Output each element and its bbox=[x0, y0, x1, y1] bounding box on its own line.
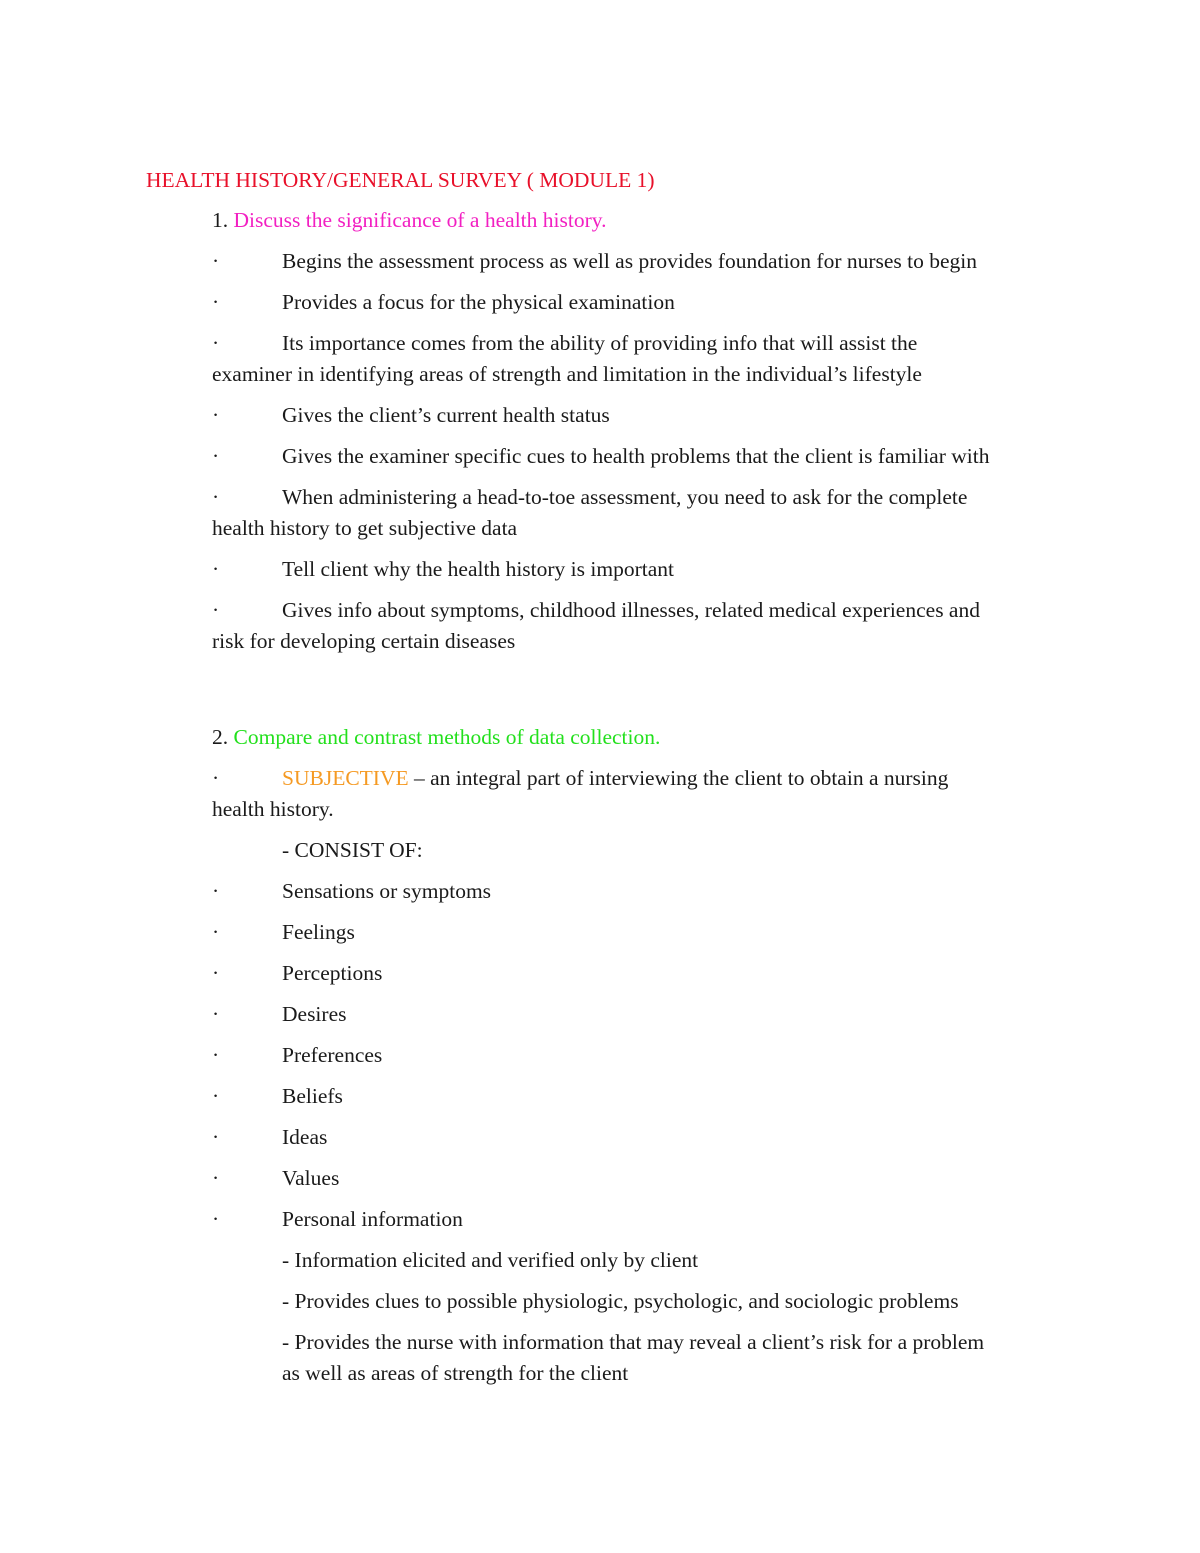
q1-bullet-4: Gives the client’s current health status bbox=[282, 403, 610, 427]
subjective-note: - Provides clues to possible physiologic, psychologic, and sociologic problems bbox=[282, 1289, 959, 1313]
subjective-description: – an integral part of interviewing the client to obtain a nursing bbox=[408, 766, 949, 790]
bullet-dot: · bbox=[212, 557, 220, 581]
bullet-dot: · bbox=[212, 766, 220, 790]
q1-bullet-6: When administering a head-to-toe assessment, you need to ask for the complete bbox=[282, 485, 968, 509]
subjective-item: Values bbox=[282, 1166, 340, 1190]
question-2 bbox=[212, 723, 660, 751]
bullet-dot: · bbox=[212, 444, 220, 468]
bullet-dot: · bbox=[212, 1207, 220, 1231]
subjective-item: Perceptions bbox=[282, 961, 383, 985]
subjective-definition-continuation: health history. bbox=[212, 797, 334, 821]
q1-bullet-5: Gives the examiner specific cues to health problems that the client is familiar with bbox=[282, 444, 990, 468]
subjective-item: Desires bbox=[282, 1002, 347, 1026]
subjective-note: - Information elicited and verified only by client bbox=[282, 1248, 699, 1272]
question-2-number: 2. bbox=[212, 725, 229, 749]
question-1 bbox=[212, 206, 606, 234]
q1-bullet-3-continuation: examiner in identifying areas of strength and limitation in the individual’s lifestyle bbox=[212, 362, 922, 386]
subjective-label: SUBJECTIVE bbox=[282, 766, 409, 790]
subjective-item: Ideas bbox=[282, 1125, 328, 1149]
bullet-dot: · bbox=[212, 1043, 220, 1067]
bullet-dot: · bbox=[212, 290, 220, 314]
bullet-dot: · bbox=[212, 249, 220, 273]
question-1-number: 1. bbox=[212, 208, 229, 232]
bullet-dot: · bbox=[212, 920, 220, 944]
document-title: HEALTH HISTORY/GENERAL SURVEY ( MODULE 1) bbox=[146, 168, 655, 192]
subjective-item: Sensations or symptoms bbox=[282, 879, 492, 903]
question-2-text: Compare and contrast methods of data collection. bbox=[233, 725, 661, 749]
subjective-item: Preferences bbox=[282, 1043, 383, 1067]
q1-bullet-2: Provides a focus for the physical examination bbox=[282, 290, 675, 314]
bullet-dot: · bbox=[212, 403, 220, 427]
q1-bullet-7: Tell client why the health history is important bbox=[282, 557, 674, 581]
subjective-item: Personal information bbox=[282, 1207, 463, 1231]
bullet-dot: · bbox=[212, 1002, 220, 1026]
consist-of-heading: - CONSIST OF: bbox=[282, 838, 423, 862]
q1-bullet-8: Gives info about symptoms, childhood illnesses, related medical experiences and bbox=[282, 598, 980, 622]
bullet-dot: · bbox=[212, 1084, 220, 1108]
subjective-note: - Provides the nurse with information that may reveal a client’s risk for a problem bbox=[282, 1330, 985, 1354]
subjective-note-continuation: as well as areas of strength for the client bbox=[282, 1361, 629, 1385]
q1-bullet-3: Its importance comes from the ability of providing info that will assist the bbox=[282, 331, 918, 355]
question-1-text: Discuss the significance of a health history. bbox=[233, 208, 607, 232]
bullet-dot: · bbox=[212, 961, 220, 985]
bullet-dot: · bbox=[212, 1125, 220, 1149]
bullet-dot: · bbox=[212, 331, 220, 355]
bullet-dot: · bbox=[212, 598, 220, 622]
subjective-definition bbox=[282, 764, 948, 792]
q1-bullet-6-continuation: health history to get subjective data bbox=[212, 516, 518, 540]
subjective-item: Beliefs bbox=[282, 1084, 343, 1108]
subjective-item: Feelings bbox=[282, 920, 355, 944]
bullet-dot: · bbox=[212, 485, 220, 509]
q1-bullet-8-continuation: risk for developing certain diseases bbox=[212, 629, 516, 653]
q1-bullet-1: Begins the assessment process as well as provides foundation for nurses to begin bbox=[282, 249, 978, 273]
bullet-dot: · bbox=[212, 879, 220, 903]
bullet-dot: · bbox=[212, 1166, 220, 1190]
